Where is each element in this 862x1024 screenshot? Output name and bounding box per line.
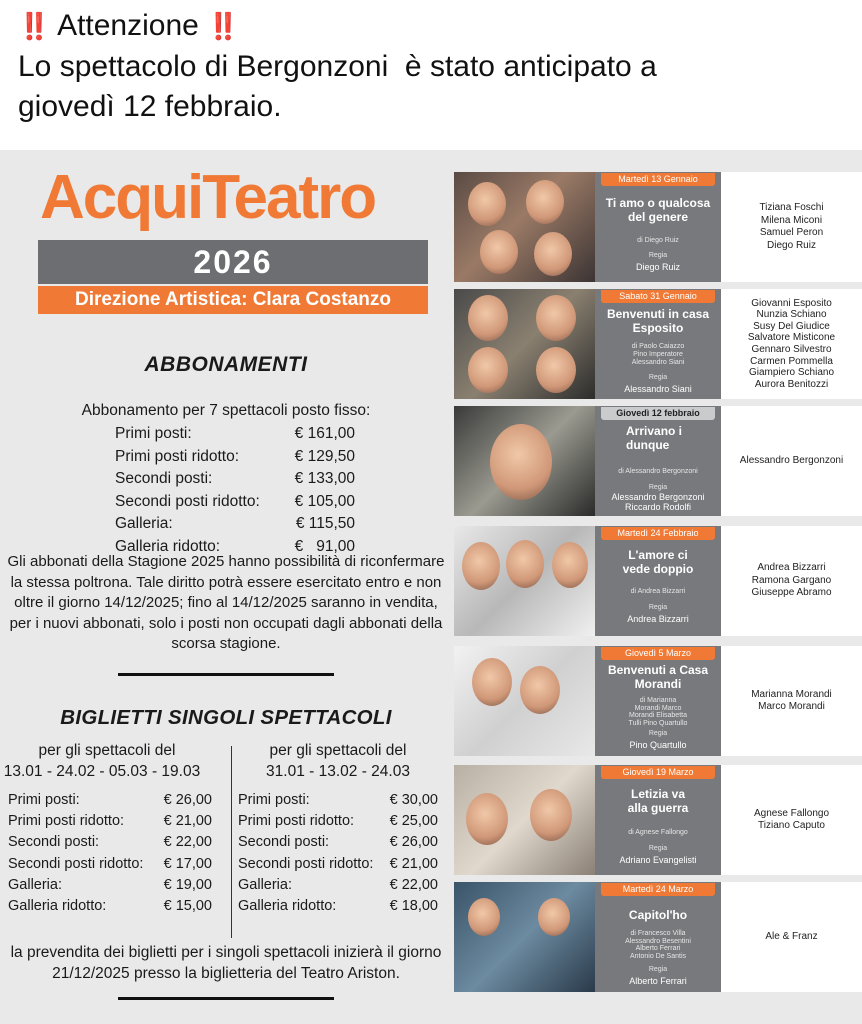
cast-member: Giovanni Esposito <box>751 297 832 309</box>
show-cast <box>721 406 862 516</box>
presale-note: la prevendita dei biglietti per i singoli spettacoli inizierà il giorno 21/12/2025 presso la biglietteria del Teatro Ariston. <box>10 944 442 982</box>
price-label: Primi posti ridotto: <box>8 813 125 830</box>
actor-face <box>526 180 564 224</box>
price-label: Galleria ridotto: <box>115 537 221 555</box>
price-row <box>8 811 212 832</box>
show-date: Martedì 24 Febbraio <box>601 527 715 540</box>
show-cast <box>721 646 862 756</box>
show-title: Arrivano i dunque <box>626 424 683 452</box>
actor-face <box>490 424 552 500</box>
cast-photo <box>454 882 595 992</box>
ticket-price-list <box>238 790 438 917</box>
regia-label: Regia <box>648 484 668 491</box>
cast-member: Milena Miconi <box>760 214 823 226</box>
show-cast <box>721 526 862 636</box>
price-label: Secondi posti ridotto: <box>115 492 260 510</box>
biglietti-title: BIGLIETTI SINGOLI SPETTACOLI <box>60 706 392 729</box>
price-label: Galleria: <box>8 876 62 893</box>
price-label: Primi posti ridotto: <box>115 447 240 465</box>
show-cast <box>721 765 862 875</box>
actor-face <box>506 540 544 588</box>
show-title: Letizia va alla guerra <box>627 787 689 815</box>
regia-label: Regia <box>648 374 668 381</box>
cast-member: Gennaro Silvestro <box>751 344 832 355</box>
cast-member: Carmen Pommella <box>750 355 833 367</box>
actor-face <box>472 658 512 706</box>
show-title: Ti amo o qualcosa del genere <box>605 196 711 224</box>
price-value: € 15,00 <box>163 897 212 914</box>
regia-label: Regia <box>648 966 668 973</box>
price-value: € 133,00 <box>294 470 355 487</box>
double-exclamation-icon: ‼️ <box>207 12 240 42</box>
cast-member: Giampiero Schiano <box>748 367 835 379</box>
price-row <box>238 790 438 811</box>
price-row <box>115 491 355 514</box>
price-value: € 22,00 <box>389 876 438 893</box>
price-row <box>238 832 438 853</box>
price-value: € 115,50 <box>295 515 355 532</box>
column-separator <box>231 746 232 938</box>
season-year: 2026 <box>38 240 428 284</box>
show-card <box>454 765 862 875</box>
actor-face <box>520 666 560 714</box>
cast-member: Samuel Peron <box>759 227 824 238</box>
cast-member: Marco Morandi <box>758 701 825 712</box>
post-line-3: giovedì 12 febbraio. <box>18 90 282 123</box>
price-label: Secondi posti: <box>115 470 213 487</box>
tickets-right-column <box>238 740 438 917</box>
price-row <box>238 896 438 917</box>
cast-member: Marianna Morandi <box>751 688 832 700</box>
show-title: Capitol'ho <box>628 908 688 922</box>
price-row <box>8 896 212 917</box>
tickets-left-column <box>3 740 212 917</box>
show-director: Alessandro Bergonzoni Riccardo Rodolfi <box>611 492 705 512</box>
show-card <box>454 646 862 756</box>
column-heading-dates: 13.01 - 24.02 - 05.03 - 19.03 <box>3 763 201 780</box>
price-value: € 161,00 <box>294 425 355 442</box>
show-date: Giovedì 5 Marzo <box>601 647 715 660</box>
abbonamenti-price-list <box>115 423 355 558</box>
ticket-price-list <box>8 790 212 917</box>
divider <box>118 673 334 676</box>
poster-image[interactable] <box>0 150 862 1024</box>
price-label: Primi posti: <box>238 792 310 808</box>
price-row <box>238 811 438 832</box>
price-value: € 26,00 <box>389 834 438 851</box>
price-value: € 18,00 <box>389 897 438 914</box>
show-card <box>454 882 862 992</box>
column-heading-line: per gli spettacoli del <box>38 742 176 759</box>
price-row <box>115 423 355 446</box>
price-value: € 22,00 <box>163 834 212 851</box>
show-director: Diego Ruiz <box>635 262 681 272</box>
column-heading <box>2 740 212 782</box>
price-value: € 105,00 <box>294 492 355 510</box>
show-cast <box>721 289 862 399</box>
show-card <box>454 406 862 516</box>
acquiteatro-logo: AcquiTeatro <box>40 163 376 232</box>
cast-member: Tiziano Caputo <box>758 820 825 831</box>
divider <box>118 997 334 1000</box>
show-author: di Paolo Caiazzo Pino Imperatore Alessandro Siani <box>631 343 685 366</box>
show-author: di Alessandro Bergonzoni <box>618 468 698 475</box>
actor-face <box>468 347 508 393</box>
price-row <box>8 832 212 853</box>
cast-photo <box>454 526 595 636</box>
show-title: L'amore ci vede doppio <box>622 548 694 576</box>
show-author: di Francesco Villa Alessandro Besentini Alberto Ferrari Antonio De Santis <box>625 930 691 960</box>
cast-member: Alessandro Bergonzoni <box>739 454 844 466</box>
abbonamenti-note: Gli abbonati della Stagione 2025 hanno possibilità di riconfermare la stessa poltrona. Tale diritto potrà essere esercitato entro e non oltre il giorno 14/12/2025; fino al 14/12/2025 saranno in vendita, per i nuovi abbonati, solo i posti non occupati dagli abbonati della scorsa stagione. <box>7 553 445 652</box>
price-value: € 17,00 <box>163 855 212 872</box>
actor-face <box>468 295 508 341</box>
regia-label: Regia <box>648 604 668 611</box>
show-date: Sabato 31 Gennaio <box>601 290 715 303</box>
show-card <box>454 289 862 399</box>
price-row <box>8 875 212 896</box>
column-heading-dates: 31.01 - 13.02 - 24.03 <box>266 763 410 780</box>
show-director: Pino Quartullo <box>629 740 687 750</box>
price-row <box>238 854 438 875</box>
show-title: Benvenuti a Casa Morandi <box>607 663 709 691</box>
actor-face <box>468 182 506 226</box>
actor-face <box>462 542 500 590</box>
cast-member: Diego Ruiz <box>767 239 816 251</box>
column-heading <box>238 740 438 782</box>
cast-member: Andrea Bizzarri <box>757 562 826 574</box>
actor-face <box>536 295 576 341</box>
cast-member: Agnese Fallongo <box>753 807 830 819</box>
cast-member: Tiziana Foschi <box>759 202 824 213</box>
price-value: € 129,50 <box>294 447 355 465</box>
show-cast <box>721 172 862 282</box>
cast-member: Aurora Benitozzi <box>754 378 829 390</box>
show-author: di Diego Ruiz <box>637 237 679 244</box>
price-value: € 26,00 <box>163 792 212 808</box>
cast-member: Susy Del Giudice <box>753 320 830 332</box>
price-value: € 25,00 <box>389 813 438 830</box>
actor-face <box>534 232 572 276</box>
price-row <box>115 446 355 469</box>
show-date: Giovedì 12 febbraio <box>601 407 715 420</box>
actor-face <box>536 347 576 393</box>
show-date: Giovedì 19 Marzo <box>601 766 715 779</box>
price-label: Primi posti ridotto: <box>238 813 355 830</box>
price-label: Galleria ridotto: <box>8 897 107 914</box>
show-author: di Agnese Fallongo <box>628 829 688 836</box>
post-attention-text: Attenzione <box>57 9 199 42</box>
price-row <box>8 790 212 811</box>
regia-label: Regia <box>648 730 668 737</box>
cast-photo <box>454 172 595 282</box>
price-label: Galleria ridotto: <box>238 897 337 914</box>
post-line-1 <box>18 6 848 47</box>
price-label: Galleria: <box>115 515 173 532</box>
show-author: di Marianna Morandi Marco Morandi Elisabetta Tulli Pino Quartullo <box>628 697 688 727</box>
column-heading-line: per gli spettacoli del <box>269 742 407 759</box>
show-title: Benvenuti in casa Esposito <box>606 307 710 335</box>
actor-face <box>530 789 572 841</box>
price-row <box>115 513 355 536</box>
price-value: € 21,00 <box>163 813 212 830</box>
actor-face <box>538 898 570 936</box>
price-row <box>8 854 212 875</box>
cast-photo <box>454 765 595 875</box>
cast-member: Nunzia Schiano <box>756 309 827 321</box>
cast-member: Salvatore Misticone <box>747 332 836 344</box>
show-director: Andrea Bizzarri <box>627 614 689 624</box>
price-label: Primi posti: <box>8 792 80 808</box>
cast-photo <box>454 289 595 399</box>
price-row <box>115 468 355 491</box>
show-director: Adriano Evangelisti <box>619 855 697 865</box>
price-row <box>238 875 438 896</box>
price-value: € 21,00 <box>389 855 438 872</box>
actor-face <box>480 230 518 274</box>
price-label: Secondi posti ridotto: <box>238 855 374 872</box>
cast-member: Giuseppe Abramo <box>751 587 832 599</box>
actor-face <box>466 793 508 845</box>
price-label: Secondi posti: <box>238 834 330 851</box>
cast-photo <box>454 646 595 756</box>
show-director: Alessandro Siani <box>624 384 692 394</box>
post-line-2: Lo spettacolo di Bergonzoni è stato anticipato a <box>18 50 657 83</box>
price-label: Secondi posti ridotto: <box>8 855 144 872</box>
cast-member: Ale & Franz <box>765 930 818 942</box>
price-value: € 30,00 <box>389 792 438 808</box>
show-director: Alberto Ferrari <box>629 976 687 986</box>
show-date: Martedì 24 Marzo <box>601 883 715 896</box>
price-value: € 91,00 <box>294 537 355 555</box>
show-card <box>454 526 862 636</box>
post-text <box>18 6 848 127</box>
cast-photo <box>454 406 595 516</box>
show-cast <box>721 882 862 992</box>
actor-face <box>552 542 588 588</box>
show-author: di Andrea Bizzarri <box>630 588 686 595</box>
cast-member: Ramona Gargano <box>751 574 832 586</box>
abbonamenti-title: ABBONAMENTI <box>144 353 308 376</box>
artistic-direction: Direzione Artistica: Clara Costanzo <box>38 286 428 314</box>
show-card <box>454 172 862 282</box>
abbonamenti-intro: Abbonamento per 7 spettacoli posto fisso: <box>81 402 371 419</box>
show-date: Martedì 13 Gennaio <box>601 173 715 186</box>
price-label: Galleria: <box>238 876 292 893</box>
price-label: Primi posti: <box>115 425 192 442</box>
regia-label: Regia <box>648 252 668 259</box>
actor-face <box>468 898 500 936</box>
double-exclamation-icon: ‼️ <box>18 12 51 42</box>
price-value: € 19,00 <box>163 876 212 893</box>
regia-label: Regia <box>648 845 668 852</box>
price-label: Secondi posti: <box>8 834 100 851</box>
